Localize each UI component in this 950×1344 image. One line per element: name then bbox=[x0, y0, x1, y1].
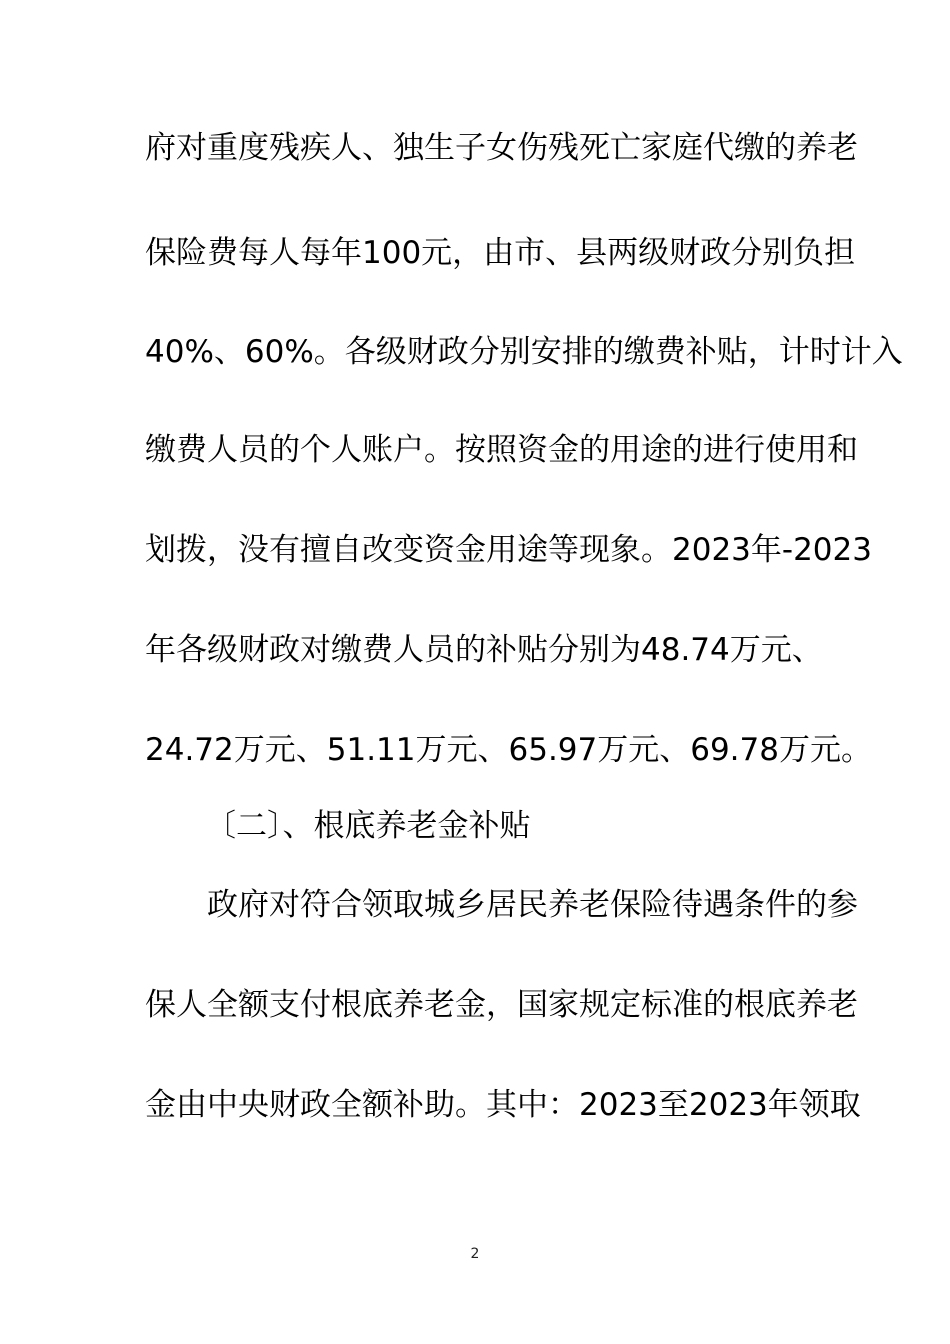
text-line: 年各级财政对缴费人员的补贴分别为48.74万元、 bbox=[145, 632, 823, 668]
text-line: 24.72万元、51.11万元、65.97万元、69.78万元。 bbox=[145, 732, 872, 768]
section-heading: 〔二〕、根底养老金补贴 bbox=[205, 808, 531, 844]
text-line: 40%、60%。各级财政分别安排的缴费补贴，计时计入 bbox=[145, 334, 903, 370]
page-number: 2 bbox=[470, 1246, 480, 1262]
text-line: 保人全额支付根底养老金，国家规定标准的根底养老 bbox=[145, 987, 858, 1023]
text-line: 缴费人员的个人账户。按照资金的用途的进行使用和 bbox=[145, 432, 858, 468]
text-line: 政府对符合领取城乡居民养老保险待遇条件的参 bbox=[207, 887, 858, 923]
text-line: 划拨，没有擅自改变资金用途等现象。2023年-2023 bbox=[145, 532, 872, 568]
text-line: 保险费每人每年100元，由市、县两级财政分别负担 bbox=[145, 235, 856, 271]
text-line: 府对重度残疾人、独生子女伤残死亡家庭代缴的养老 bbox=[145, 130, 858, 166]
text-line: 金由中央财政全额补助。其中：2023至2023年领取 bbox=[145, 1087, 861, 1123]
